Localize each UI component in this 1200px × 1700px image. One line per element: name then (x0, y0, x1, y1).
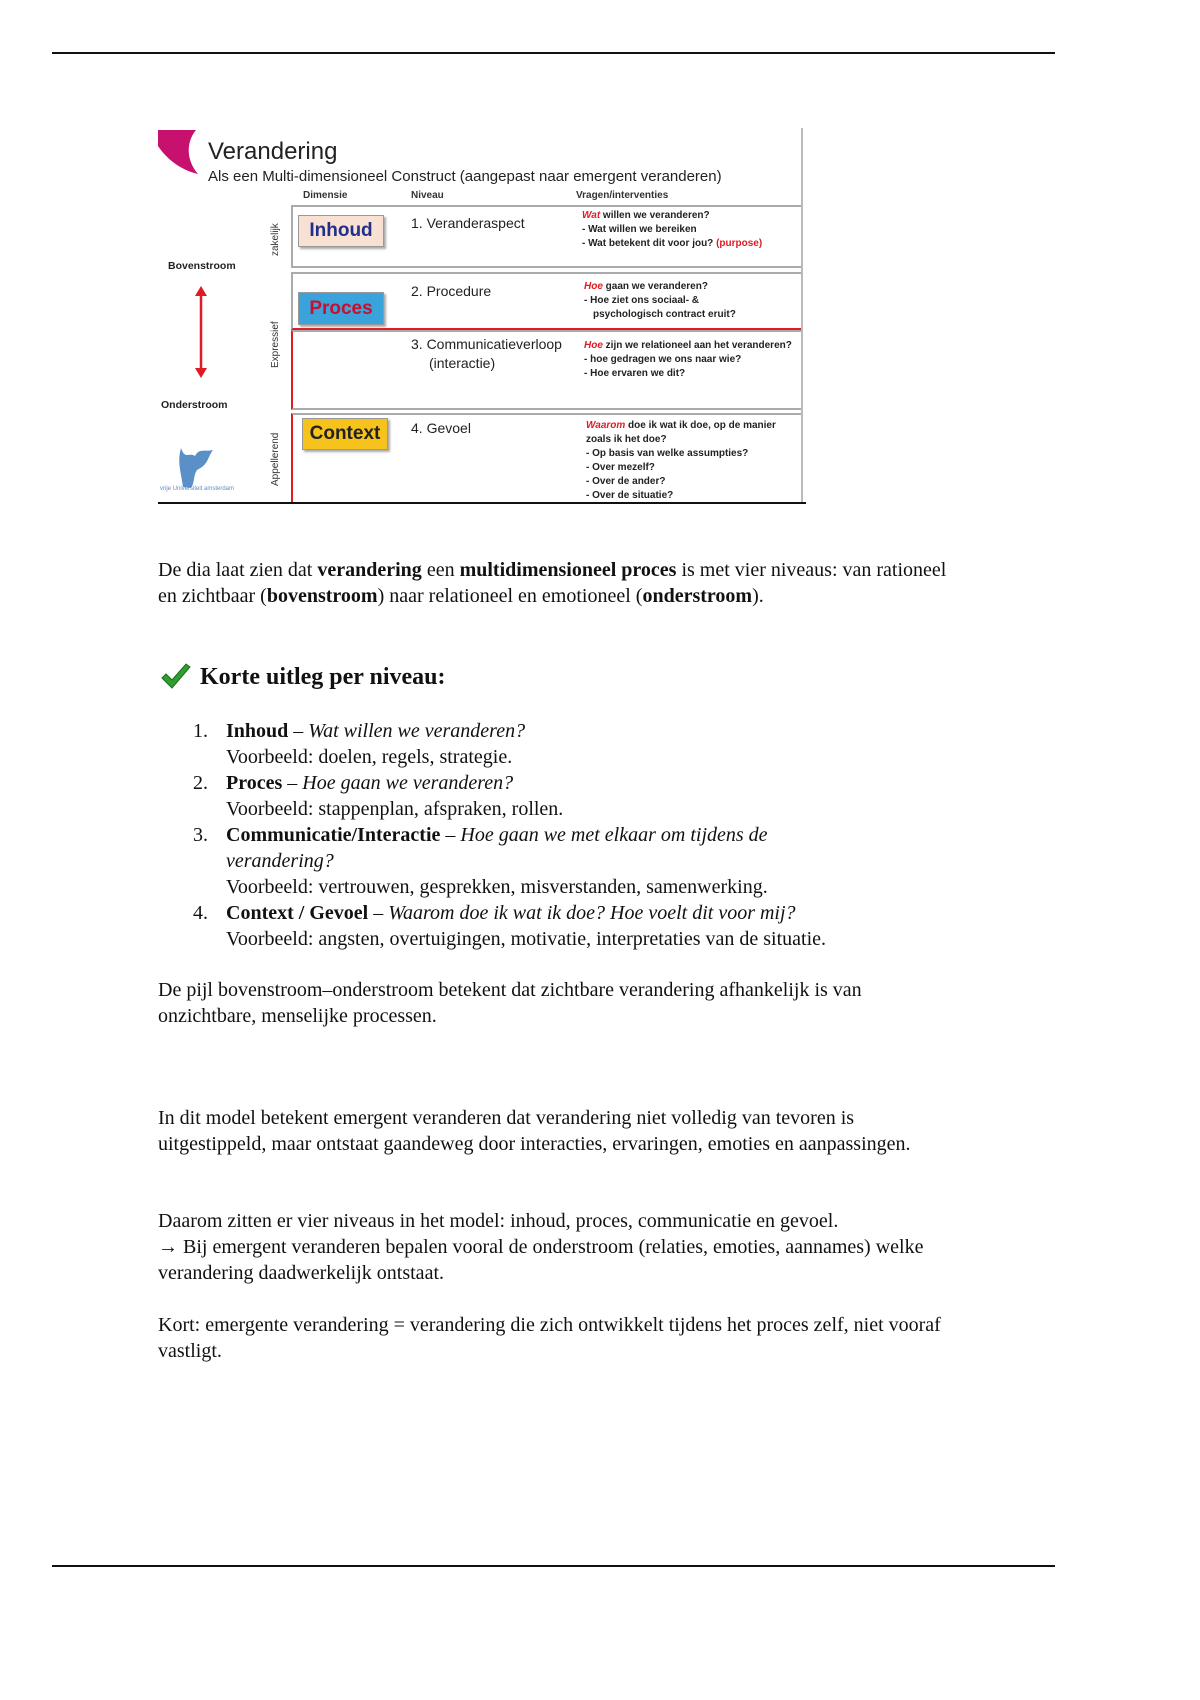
check-mark-icon (160, 663, 192, 691)
arrow-paragraph: De pijl bovenstroom–onderstroom betekent dat zichtbare verandering afhankelijk is van onzichtbare, menselijke processen. (158, 979, 862, 1027)
questions-4: Waarom doe ik wat ik doe, op de manier zoals ik het doe? - Op basis van welke assumpties? - Over mezelf? - Over de ander? - Over de situatie? (586, 420, 776, 501)
side-label-expressief: Expressief (270, 321, 281, 368)
level-1: 1. Veranderaspect (411, 215, 525, 231)
level-3-sub: (interactie) (429, 355, 496, 371)
right-border (801, 128, 803, 504)
slide-image (158, 128, 806, 504)
intro-paragraph: De dia laat zien dat verandering een multidimensioneel proces is met vier niveaus: van rationeel en zichtbaar (bovenstroom) naar relationeel en emotioneel (onderstroom). (158, 559, 947, 607)
levels-list (193, 718, 906, 952)
onderstroom-label: Onderstroom (161, 399, 228, 411)
header-niveau: Niveau (411, 190, 444, 201)
list-item: 1. Inhoud – Wat willen we veranderen? Voorbeeld: doelen, regels, strategie. (193, 720, 526, 768)
bovenstroom-label: Bovenstroom (168, 260, 236, 272)
bottom-rule (52, 1565, 1055, 1567)
slide-title: Verandering (208, 138, 338, 165)
questions-1: Wat willen we veranderen? - Wat willen we bereiken - Wat betekent dit voor jou? (purpose) (582, 210, 763, 249)
dimension-inhoud: Inhoud (298, 215, 384, 247)
level-3: 3. Communicatieverloop (411, 336, 562, 352)
questions-2: Hoe gaan we veranderen? - Hoe ziet ons sociaal- & psychologisch contract eruit? (584, 281, 736, 320)
header-vragen: Vragen/interventies (576, 190, 669, 201)
level-4: 4. Gevoel (411, 420, 471, 436)
emergent-paragraph: In dit model betekent emergent veranderen dat verandering niet volledig van tevoren is uitgestippeld, maar ontstaat gaandeweg door interacties, ervaringen, emoties en aanpassingen. (158, 1107, 911, 1155)
vu-logo-text: vrije Universiteit amsterdam (160, 486, 235, 492)
dimension-proces: Proces (298, 292, 384, 325)
dimension-context: Context (302, 418, 388, 450)
questions-3: Hoe zijn we relationeel aan het veranderen? - hoe gedragen we ons naar wie? - Hoe ervaren we dit? (584, 340, 792, 379)
up-down-arrow-icon (194, 286, 208, 378)
kort-paragraph: Kort: emergente verandering = verandering die zich ontwikkelt tijdens het proces zelf, niet vooraf vastligt. (158, 1314, 941, 1362)
top-rule (52, 52, 1055, 54)
slide-subtitle: Als een Multi-dimensioneel Construct (aangepast naar emergent veranderen) (208, 168, 722, 185)
section-heading: Korte uitleg per niveau: (160, 663, 446, 691)
list-item: 2. Proces – Hoe gaan we veranderen? Voorbeeld: stappenplan, afspraken, rollen. (193, 772, 564, 820)
side-label-zakelijk: zakelijk (270, 223, 281, 256)
daarom-paragraph: Daarom zitten er vier niveaus in het model: inhoud, proces, communicatie en gevoel. → Bij emergent veranderen bepalen vooral de onderstroom (relaties, emoties, aannames) welke verandering daadwerkelijk ontstaat. (158, 1210, 924, 1284)
logo-swoosh-icon (158, 130, 200, 176)
vu-griffin-logo-icon (173, 442, 218, 490)
list-item: 3. Communicatie/Interactie – Hoe gaan we met elkaar om tijdens de verandering? Voorbeeld: vertrouwen, gesprekken, misverstanden, samenwerking. (193, 824, 768, 898)
header-dimensie: Dimensie (303, 190, 348, 201)
list-item: 4. Context / Gevoel – Waarom doe ik wat ik doe? Hoe voelt dit voor mij? Voorbeeld: angsten, overtuigingen, motivatie, interpretaties van de situatie. (193, 902, 827, 950)
side-label-appellerend: Appellerend (270, 432, 281, 486)
level-2: 2. Procedure (411, 283, 492, 299)
